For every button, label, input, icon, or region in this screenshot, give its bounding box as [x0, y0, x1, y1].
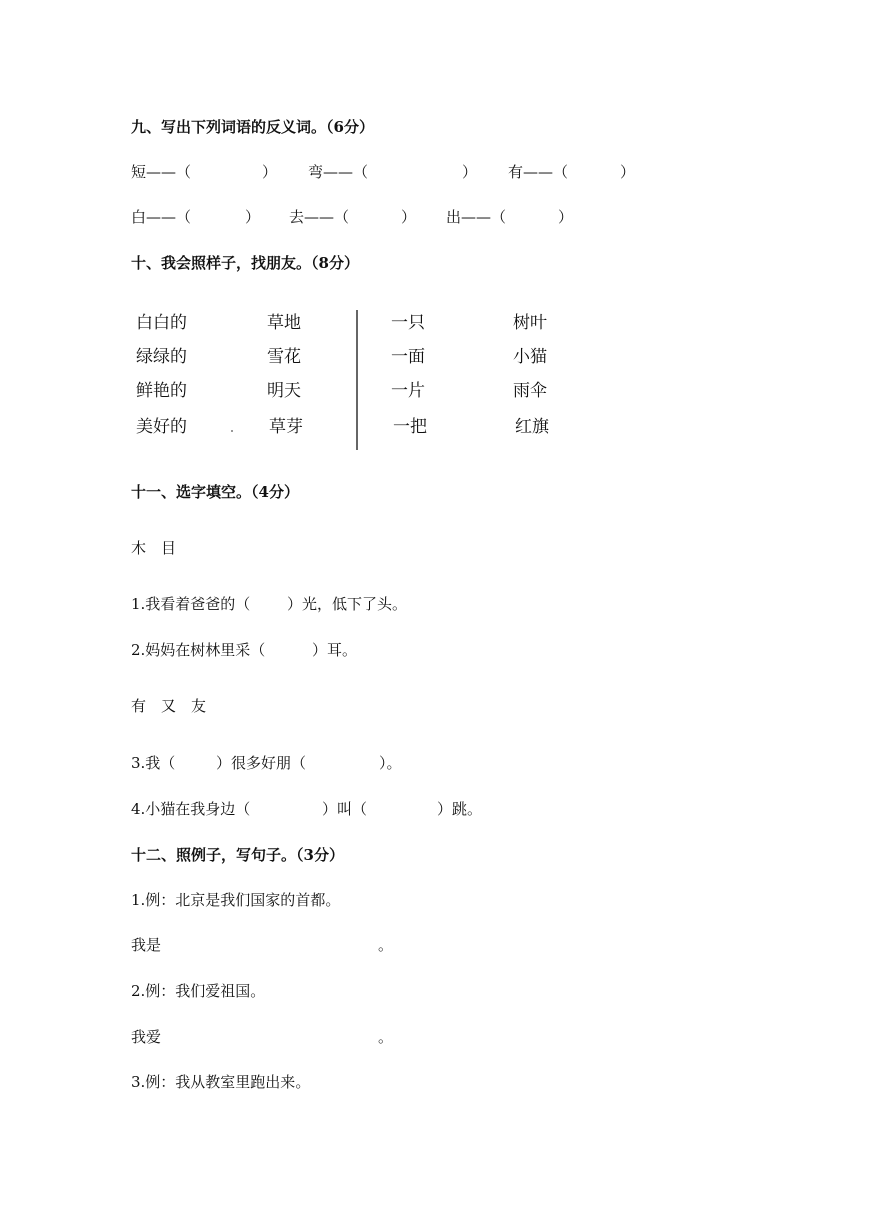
match-right-noun: 树叶	[513, 313, 547, 333]
match-right-noun: 雨伞	[513, 381, 547, 401]
fill-q2-part1: 2.妈妈在树林里采（	[131, 641, 266, 659]
column-divider	[356, 310, 358, 450]
fill-q4-part3: ）跳。	[437, 800, 483, 818]
match-left-noun: 雪花	[267, 347, 301, 367]
section-12-title: 十二、照例子，写句子。（3分）	[131, 846, 344, 864]
answer-1-start: 我是	[131, 936, 162, 954]
match-left-noun: 草芽	[269, 417, 303, 437]
char-choices-2: 有 又 友	[131, 697, 207, 715]
fill-q2-part2: ）耳。	[312, 641, 358, 659]
example-1: 1.例：北京是我们国家的首都。	[131, 891, 341, 909]
match-left-word: 绿绿的	[136, 347, 187, 367]
match-right-measure: 一面	[391, 347, 425, 367]
antonym-item-short: 短——（	[131, 163, 192, 181]
match-left-word: 鲜艳的	[136, 381, 187, 401]
answer-2-end: 。	[378, 1028, 394, 1046]
antonym-item-white: 白——（	[131, 208, 192, 226]
section-11-title: 十一、选字填空。（4分）	[131, 483, 299, 501]
antonym-close-go: ）	[401, 208, 417, 226]
antonym-item-go: 去——（	[289, 208, 350, 226]
answer-2-start: 我爱	[131, 1028, 162, 1046]
example-3: 3.例：我从教室里跑出来。	[131, 1073, 311, 1091]
fill-q4-part2: ）叫（	[322, 800, 368, 818]
section-10-title: 十、我会照样子，找朋友。（8分）	[131, 254, 359, 272]
match-right-measure: 一片	[391, 381, 425, 401]
match-left-word: 白白的	[136, 313, 187, 333]
antonym-close-white: ）	[245, 208, 261, 226]
match-right-measure: 一把	[393, 417, 427, 437]
fill-q1-part1: 1.我看着爸爸的（	[131, 595, 251, 613]
example-2: 2.例：我们爱祖国。	[131, 982, 266, 1000]
match-right-noun: 红旗	[515, 417, 549, 437]
fill-q1-part2: ）光，低下了头。	[287, 595, 408, 613]
fill-q3-part3: ）。	[379, 754, 402, 772]
antonym-close-out: ）	[558, 208, 574, 226]
char-choices-1: 木 目	[131, 539, 177, 557]
antonym-item-have: 有——（	[508, 163, 569, 181]
antonym-item-out: 出——（	[446, 208, 507, 226]
fill-q3-part2: ）很多好朋（	[216, 754, 307, 772]
answer-1-end: 。	[378, 936, 394, 954]
match-right-noun: 小猫	[513, 347, 547, 367]
match-left-word: 美好的	[136, 417, 187, 437]
fill-q3-part1: 3.我（	[131, 754, 176, 772]
fill-q4-part1: 4.小猫在我身边（	[131, 800, 251, 818]
section-9-title: 九、写出下列词语的反义词。（6分）	[131, 118, 374, 136]
match-right-measure: 一只	[391, 313, 425, 333]
antonym-close-have: ）	[620, 163, 636, 181]
match-left-noun: 草地	[267, 313, 301, 333]
stray-dot	[231, 430, 233, 432]
antonym-close-bent: ）	[462, 163, 478, 181]
antonym-close-short: ）	[262, 163, 278, 181]
match-left-noun: 明天	[267, 381, 301, 401]
antonym-item-bent: 弯——（	[308, 163, 369, 181]
